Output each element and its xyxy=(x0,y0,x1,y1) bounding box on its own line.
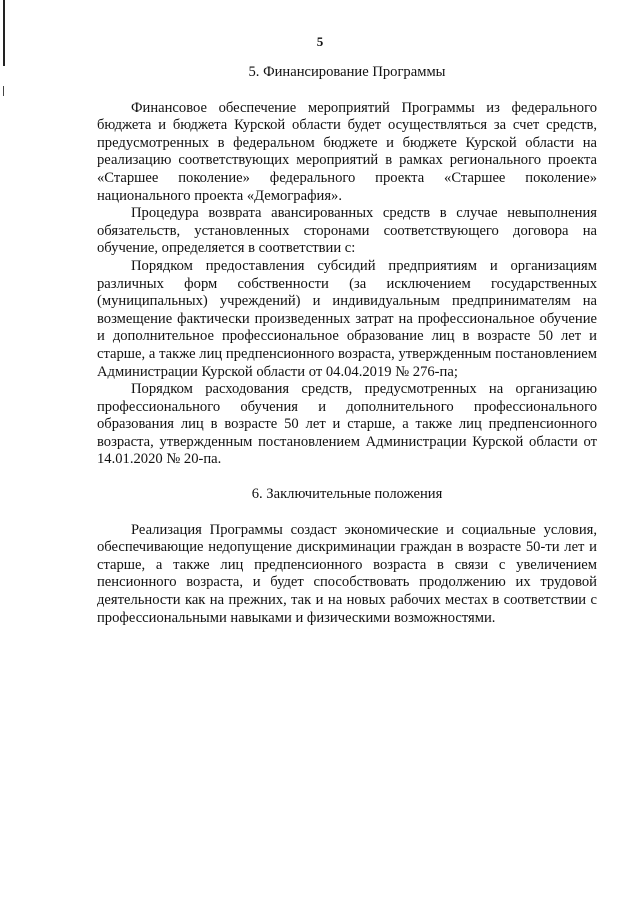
section-heading-financing: 5. Финансирование Программы xyxy=(248,64,446,80)
paragraph: Порядком предоставления субсидий предприятиям и организациям различных форм собственности (за исключением государственных (муниципальных) учреждений) и индивидуальным предпринимателям на возмещение фактически произведенных затрат на профессиональное обучение и дополнительное профессиональное образование лиц в возрасте 50 лет и старше, а также лиц предпенсионного возраста, утвержденным постановлением Администрации Курской области от 04.04.2019 № 276-па; xyxy=(97,257,597,380)
section-heading-final-provisions: 6. Заключительные положения xyxy=(251,486,443,503)
paragraph: Финансовое обеспечение мероприятий Программы из федерального бюджета и бюджета Курской области будет осуществляться за счет средств, предусмотренных в федеральном бюджете и бюджете Курской области на реализацию соответствующих мероприятий в рамках регионального проекта «Старшее поколение» федерального проекта «Старшее поколение» национального проекта «Демография». xyxy=(97,99,597,204)
scan-edge-mark xyxy=(3,86,4,96)
document-body xyxy=(97,64,597,627)
paragraph: Процедура возврата авансированных средств в случае невыполнения обязательств, установленных сторонами соответствующего договора на обучение, определяется в соответствии с: xyxy=(97,205,597,257)
scan-edge-mark xyxy=(3,0,5,66)
paragraph: Реализация Программы создаст экономические и социальные условия, обеспечивающие недопущение дискриминации граждан в возрасте 50-ти лет и старше, а также лиц предпенсионного возраста в связи с увеличением пенсионного возраста, и будет способствовать продолжению их трудовой деятельности как на прежних, так и на новых рабочих местах в соответствии с профессиональными навыками и физическими возможностями. xyxy=(97,521,597,626)
paragraph: Порядком расходования средств, предусмотренных на организацию профессионального обучения и дополнительного профессионального образования лиц в возрасте 50 лет и старше, а также лиц предпенсионного возраста, утвержденным постановлением Администрации Курской области от 14.01.2020 № 20-па. xyxy=(97,381,597,468)
page-number: 5 xyxy=(316,34,324,49)
